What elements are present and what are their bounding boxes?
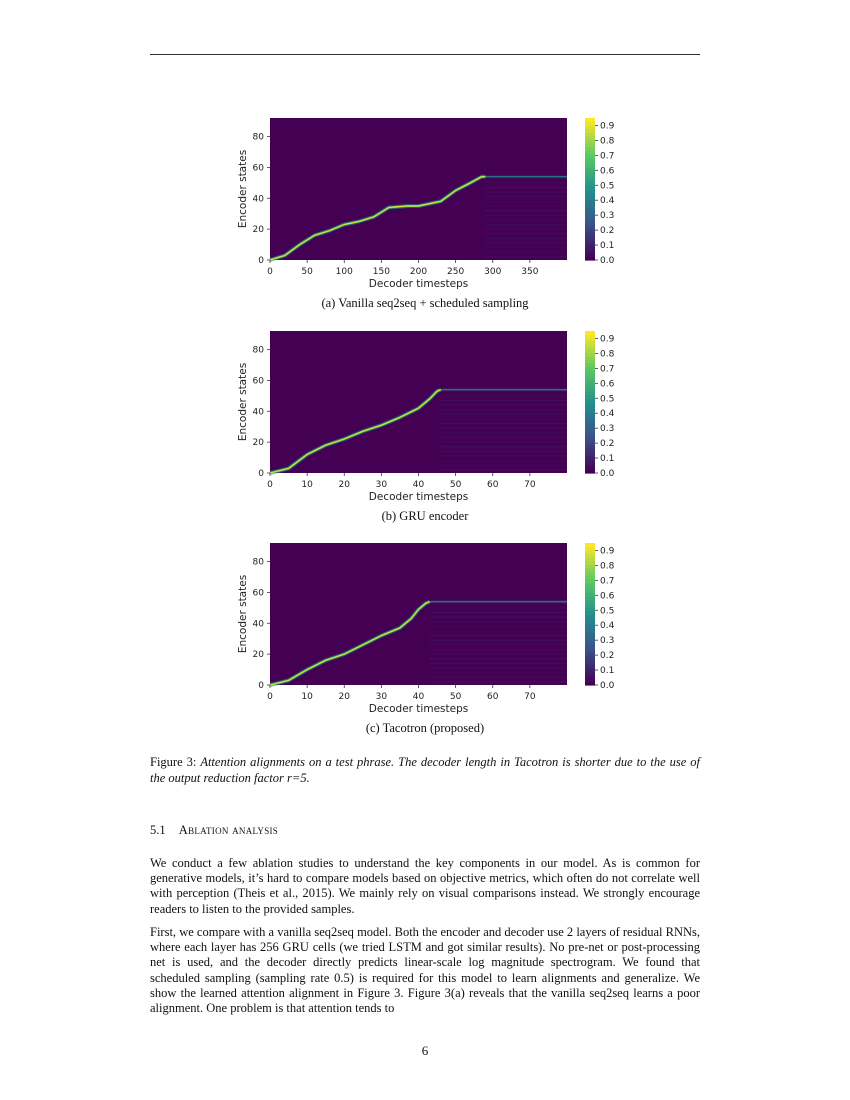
x-tick-label: 60 (487, 480, 499, 490)
tail-row (430, 617, 567, 618)
tail-row (430, 612, 567, 613)
colorbar-segment (585, 650, 595, 654)
y-tick-label: 40 (252, 194, 264, 205)
tail-row (441, 469, 567, 470)
colorbar-segment (585, 554, 595, 558)
tail-row (485, 256, 567, 257)
colorbar-segment (585, 384, 595, 388)
figure-caption (150, 754, 700, 786)
tail-row (430, 603, 567, 604)
colorbar-segment (585, 356, 595, 360)
colorbar-segment (585, 185, 595, 189)
colorbar-segment (585, 657, 595, 661)
colorbar-segment (585, 402, 595, 406)
colorbar-segment (585, 596, 595, 600)
colorbar-tick-label: 0.1 (600, 241, 615, 252)
colorbar-segment (585, 232, 595, 236)
tail-row (485, 210, 567, 211)
y-tick-label: 40 (252, 407, 264, 418)
x-tick-label: 350 (521, 267, 539, 277)
colorbar-segment (585, 129, 595, 133)
colorbar-segment (585, 445, 595, 449)
colorbar-tick-label: 0.4 (600, 621, 615, 632)
tail-row (441, 423, 567, 424)
figure-caption-text: Attention alignments on a test phrase. The decoder length in Tacotron is shorter due to the use of the output reduction factor r=5. (150, 755, 701, 785)
colorbar-tick-label: 0.4 (600, 196, 615, 207)
y-tick-label: 60 (252, 376, 264, 387)
colorbar-segment (585, 420, 595, 424)
figure-panel-b (0, 323, 850, 533)
colorbar-segment (585, 338, 595, 342)
x-tick-label: 0 (267, 692, 273, 702)
colorbar-segment (585, 242, 595, 246)
colorbar-segment (585, 600, 595, 604)
colorbar-segment (585, 660, 595, 664)
tail-row (441, 465, 567, 466)
tail-row (485, 201, 567, 202)
tail-row (441, 418, 567, 419)
x-tick-label: 30 (375, 692, 388, 702)
colorbar-segment (585, 625, 595, 629)
colorbar-segment (585, 161, 595, 165)
colorbar-segment (585, 582, 595, 586)
colorbar-segment (585, 221, 595, 225)
colorbar-segment (585, 150, 595, 154)
section-number: 5.1 (150, 823, 166, 837)
y-tick-label: 0 (258, 681, 264, 691)
colorbar-segment (585, 441, 595, 445)
colorbar-segment (585, 462, 595, 466)
colorbar-segment (585, 136, 595, 140)
colorbar-segment (585, 589, 595, 593)
colorbar-segment (585, 178, 595, 182)
tail-row (441, 446, 567, 447)
colorbar-segment (585, 635, 595, 639)
colorbar-segment (585, 228, 595, 232)
tail-row (430, 658, 567, 659)
colorbar-segment (585, 196, 595, 200)
page-number: 6 (421, 1043, 429, 1058)
y-axis-label: Encoder states (237, 149, 249, 229)
tail-row (430, 635, 567, 636)
colorbar-segment (585, 210, 595, 214)
tail-row (485, 233, 567, 234)
x-tick-label: 0 (267, 480, 273, 490)
colorbar-segment (585, 639, 595, 643)
tail-row (430, 681, 567, 682)
paragraph-2: First, we compare with a vanilla seq2seq model. Both the encoder and decoder use 2 layers of residual RNNs, where each layer has 256 GRU cells (we tried LSTM and got similar results). No pre-net or post-processing net is used, and the decoder directly predicts linear-scale log magnitude spectrogram. We found that scheduled sampling (sampling rate 0.5) is required for this model to learn alignments and generalize. We show the learned attention alignment in Figure 3. Figure 3(a) reveals that the vanilla seq2seq learns a poor alignment. One problem is that attention tends to (150, 925, 700, 1016)
tail-row (485, 196, 567, 197)
colorbar-segment (585, 614, 595, 618)
y-tick-label: 20 (252, 650, 264, 661)
x-tick-label: 150 (372, 267, 390, 277)
colorbar-segment (585, 564, 595, 568)
colorbar-segment (585, 146, 595, 150)
colorbar-segment (585, 256, 595, 260)
colorbar-segment (585, 122, 595, 126)
colorbar-segment (585, 452, 595, 456)
colorbar-segment (585, 571, 595, 575)
x-tick-label: 40 (412, 692, 425, 702)
tail-row (430, 672, 567, 673)
figure-panel-a (0, 110, 850, 320)
colorbar-segment (585, 398, 595, 402)
colorbar-segment (585, 646, 595, 650)
colorbar-segment (585, 193, 595, 197)
colorbar-segment (585, 246, 595, 250)
tail-row (441, 395, 567, 396)
colorbar-tick-label: 0.9 (600, 334, 615, 345)
colorbar-segment (585, 235, 595, 239)
colorbar-tick-label: 0.7 (600, 364, 615, 375)
colorbar-segment (585, 406, 595, 410)
colorbar-segment (585, 370, 595, 374)
tail-row (430, 677, 567, 678)
colorbar-segment (585, 225, 595, 229)
colorbar-segment (585, 628, 595, 632)
colorbar-segment (585, 455, 595, 459)
tail-row (485, 187, 567, 188)
colorbar-segment (585, 189, 595, 193)
colorbar-segment (585, 217, 595, 221)
colorbar-segment (585, 214, 595, 218)
y-tick-label: 40 (252, 619, 264, 630)
colorbar-segment (585, 681, 595, 685)
colorbar-tick-label: 0.5 (600, 181, 615, 192)
colorbar-segment (585, 168, 595, 172)
colorbar-segment (585, 359, 595, 363)
colorbar-tick-label: 0.8 (600, 561, 615, 572)
x-tick-label: 70 (524, 480, 536, 490)
tail-row (430, 663, 567, 664)
header-rule (150, 54, 700, 55)
colorbar-segment (585, 154, 595, 158)
tail-row (430, 644, 567, 645)
colorbar-segment (585, 352, 595, 356)
subcaption-a: (a) Vanilla seq2seq + scheduled sampling (321, 296, 529, 310)
attention-heatmap-b (0, 323, 850, 508)
colorbar-segment (585, 249, 595, 253)
y-tick-label: 0 (258, 469, 264, 479)
colorbar-tick-label: 0.5 (600, 394, 615, 405)
colorbar-segment (585, 438, 595, 442)
colorbar-segment (585, 653, 595, 657)
y-tick-label: 80 (252, 345, 264, 356)
colorbar-segment (585, 671, 595, 675)
x-tick-label: 60 (487, 692, 499, 702)
tail-row (430, 654, 567, 655)
colorbar-segment (585, 561, 595, 565)
y-tick-label: 80 (252, 557, 264, 568)
y-axis-label: Encoder states (237, 574, 249, 654)
colorbar-segment (585, 342, 595, 346)
colorbar-tick-label: 0.1 (600, 454, 615, 465)
x-tick-label: 100 (335, 267, 353, 277)
tail-row (485, 182, 567, 183)
colorbar-tick-label: 0.0 (600, 469, 615, 479)
tail-row (441, 437, 567, 438)
x-tick-label: 50 (449, 480, 462, 490)
colorbar-segment (585, 607, 595, 611)
colorbar-segment (585, 674, 595, 678)
tail-row (430, 626, 567, 627)
colorbar-segment (585, 459, 595, 463)
tail-row (441, 451, 567, 452)
colorbar-segment (585, 430, 595, 434)
tail-row (485, 243, 567, 244)
colorbar-segment (585, 377, 595, 381)
y-tick-label: 0 (258, 256, 264, 266)
colorbar-segment (585, 125, 595, 129)
x-tick-label: 40 (412, 480, 425, 490)
colorbar-tick-label: 0.5 (600, 606, 615, 617)
colorbar-segment (585, 139, 595, 143)
colorbar-segment (585, 610, 595, 614)
colorbar-segment (585, 586, 595, 590)
tail-end-row (430, 601, 567, 603)
x-tick-label: 50 (301, 267, 313, 277)
colorbar-segment (585, 543, 595, 547)
colorbar-segment (585, 381, 595, 385)
colorbar-tick-label: 0.2 (600, 651, 615, 662)
colorbar-tick-label: 0.7 (600, 576, 615, 587)
colorbar-tick-label: 0.2 (600, 439, 615, 450)
colorbar-segment (585, 678, 595, 682)
colorbar-segment (585, 448, 595, 452)
colorbar-segment (585, 427, 595, 431)
tail-row (441, 442, 567, 443)
tail-row (430, 640, 567, 641)
colorbar-segment (585, 618, 595, 622)
colorbar-segment (585, 367, 595, 371)
y-tick-label: 20 (252, 438, 264, 449)
colorbar-segment (585, 550, 595, 554)
tail-row (485, 219, 567, 220)
tail-row (430, 607, 567, 608)
tail-row (485, 238, 567, 239)
colorbar-segment (585, 175, 595, 179)
colorbar-segment (585, 239, 595, 243)
colorbar-segment (585, 557, 595, 561)
colorbar-segment (585, 374, 595, 378)
colorbar-tick-label: 0.3 (600, 636, 615, 647)
x-tick-label: 70 (524, 692, 536, 702)
figure-label: Figure 3: (150, 755, 197, 769)
colorbar-tick-label: 0.6 (600, 166, 615, 177)
x-axis-label: Decoder timesteps (368, 703, 469, 715)
colorbar-tick-label: 0.6 (600, 379, 615, 390)
tail-row (441, 428, 567, 429)
tail-row (430, 630, 567, 631)
colorbar-segment (585, 547, 595, 551)
colorbar-tick-label: 0.0 (600, 681, 615, 691)
colorbar-segment (585, 132, 595, 136)
colorbar-segment (585, 345, 595, 349)
colorbar-segment (585, 423, 595, 427)
x-tick-label: 30 (375, 480, 388, 490)
colorbar-tick-label: 0.3 (600, 424, 615, 435)
y-tick-label: 80 (252, 132, 264, 143)
tail-row (485, 178, 567, 179)
colorbar-segment (585, 118, 595, 122)
section-title: Ablation analysis (178, 823, 279, 837)
colorbar-segment (585, 253, 595, 257)
x-axis-label: Decoder timesteps (368, 278, 469, 290)
x-tick-label: 50 (449, 692, 462, 702)
colorbar-tick-label: 0.8 (600, 136, 615, 147)
colorbar-tick-label: 0.1 (600, 666, 615, 677)
tail-end-row (441, 389, 567, 391)
tail-row (441, 400, 567, 401)
tail-end-row (485, 176, 567, 178)
tail-row (485, 229, 567, 230)
colorbar-segment (585, 409, 595, 413)
tail-row (441, 432, 567, 433)
colorbar-tick-label: 0.9 (600, 546, 615, 557)
tail-row (485, 192, 567, 193)
colorbar-segment (585, 642, 595, 646)
tail-row (485, 247, 567, 248)
tail-row (441, 456, 567, 457)
x-tick-label: 200 (409, 267, 428, 277)
colorbar-segment (585, 466, 595, 470)
tail-row (441, 414, 567, 415)
tail-row (441, 409, 567, 410)
colorbar-segment (585, 164, 595, 168)
attention-heatmap-c (0, 535, 850, 720)
tail-row (430, 621, 567, 622)
x-axis-label: Decoder timesteps (368, 491, 469, 503)
colorbar-segment (585, 363, 595, 367)
paragraph-1: We conduct a few ablation studies to understand the key components in our model. As is common for generative models, it’s hard to compare models based on objective metrics, which often do not correlate well with perception (Theis et al., 2015). We mainly rely on visual comparisons instead. We strongly encourage readers to listen to the provided samples. (150, 856, 700, 916)
colorbar-segment (585, 331, 595, 335)
x-tick-label: 300 (484, 267, 502, 277)
subcaption-c: (c) Tacotron (proposed) (365, 721, 485, 735)
x-tick-label: 0 (267, 267, 273, 277)
colorbar-tick-label: 0.7 (600, 151, 615, 162)
colorbar-segment (585, 664, 595, 668)
colorbar-segment (585, 568, 595, 572)
x-tick-label: 20 (338, 480, 350, 490)
tail-row (485, 205, 567, 206)
colorbar-segment (585, 603, 595, 607)
tail-row (430, 649, 567, 650)
colorbar-tick-label: 0.2 (600, 226, 615, 237)
y-axis-label: Encoder states (237, 362, 249, 442)
colorbar-tick-label: 0.3 (600, 211, 615, 222)
colorbar-segment (585, 434, 595, 438)
x-tick-label: 250 (447, 267, 465, 277)
colorbar-segment (585, 621, 595, 625)
section-heading (150, 823, 278, 838)
attention-heatmap-a (0, 110, 850, 295)
colorbar-segment (585, 632, 595, 636)
colorbar-segment (585, 469, 595, 473)
tail-row (441, 391, 567, 392)
colorbar-segment (585, 579, 595, 583)
colorbar-tick-label: 0.6 (600, 591, 615, 602)
colorbar-segment (585, 667, 595, 671)
colorbar-segment (585, 171, 595, 175)
colorbar-segment (585, 335, 595, 339)
tail-row (485, 224, 567, 225)
colorbar-segment (585, 207, 595, 211)
tail-row (441, 460, 567, 461)
colorbar-segment (585, 182, 595, 186)
subcaption-b: (b) GRU encoder (381, 509, 469, 523)
y-tick-label: 60 (252, 163, 264, 174)
x-tick-label: 10 (301, 480, 313, 490)
colorbar-segment (585, 388, 595, 392)
colorbar-segment (585, 395, 595, 399)
y-tick-label: 60 (252, 588, 264, 599)
colorbar-segment (585, 143, 595, 147)
tail-row (430, 668, 567, 669)
tail-row (485, 252, 567, 253)
colorbar-segment (585, 391, 595, 395)
colorbar-tick-label: 0.9 (600, 121, 615, 132)
tail-row (441, 405, 567, 406)
colorbar-tick-label: 0.8 (600, 349, 615, 360)
colorbar-tick-label: 0.0 (600, 256, 615, 266)
colorbar-segment (585, 416, 595, 420)
colorbar-segment (585, 575, 595, 579)
tail-row (485, 215, 567, 216)
colorbar-segment (585, 200, 595, 204)
colorbar-segment (585, 593, 595, 597)
x-tick-label: 10 (301, 692, 313, 702)
y-tick-label: 20 (252, 225, 264, 236)
colorbar-segment (585, 157, 595, 161)
colorbar-segment (585, 349, 595, 353)
colorbar-segment (585, 203, 595, 207)
x-tick-label: 20 (338, 692, 350, 702)
figure-panel-c (0, 535, 850, 745)
colorbar-tick-label: 0.4 (600, 409, 615, 420)
colorbar-segment (585, 413, 595, 417)
